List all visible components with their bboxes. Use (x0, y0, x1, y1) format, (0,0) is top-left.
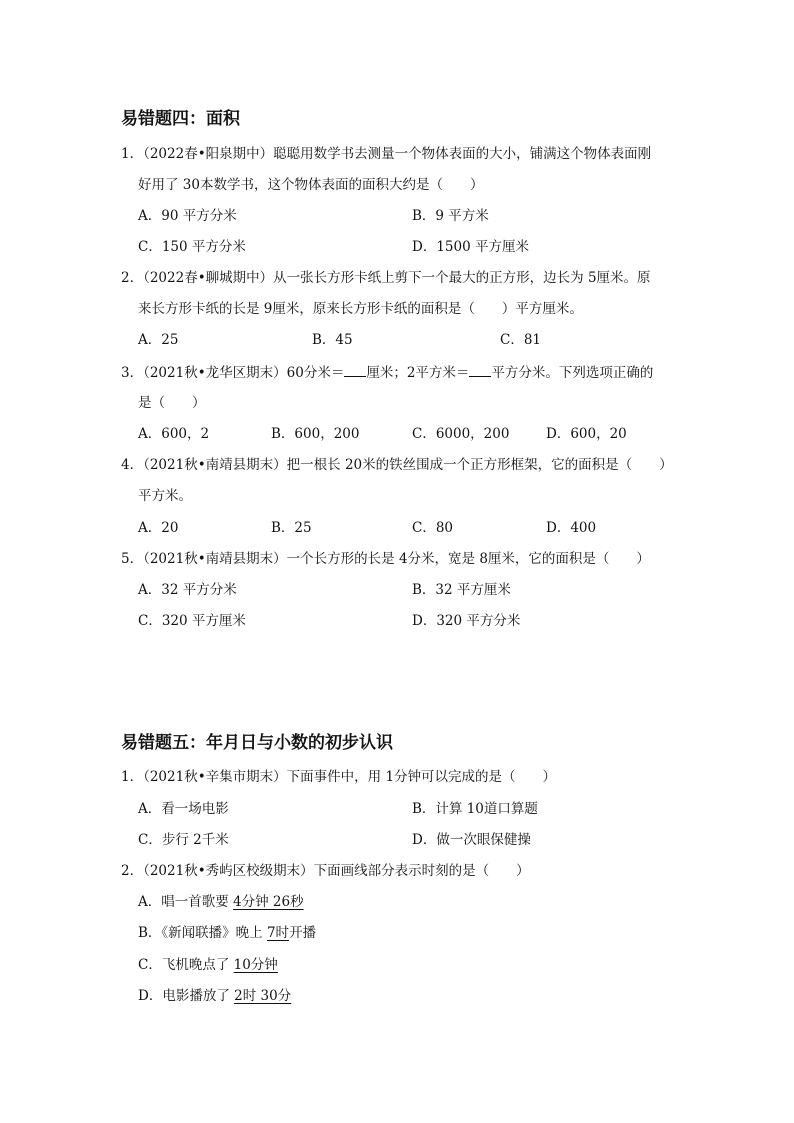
option-text: D．电影播放了 (138, 988, 235, 1004)
question-text: 好用了 30本数学书，这个物体表面的面积大约是（ ） (138, 177, 484, 193)
option-a: A．25 (138, 332, 179, 348)
underlined-text: 2时 30分 (234, 988, 292, 1004)
underlined-text: 4分钟 26秒 (233, 894, 304, 910)
question-text: 4．（2021秋•南靖县期末）把一根长 20米的铁丝围成一个正方形框架，它的面积是（ ） (121, 457, 673, 473)
option-d: D．做一次眼保健操 (412, 832, 531, 848)
answer-blank (469, 363, 491, 377)
question-text: 1．（2022春•阳泉期中）聪聪用数学书去测量一个物体表面的大小，铺满这个物体表面刚 (121, 146, 652, 162)
question-text: 来长方形卡纸的长是 9厘米，原来长方形卡纸的面积是（ ）平方厘米。 (138, 301, 583, 317)
option-b: B．45 (312, 332, 353, 348)
underlined-text: 7时 (266, 925, 290, 941)
question-text: 平方米。 (138, 488, 192, 504)
option-a: A．32 平方分米 (138, 582, 237, 598)
question-text: 2．（2021秋•秀屿区校级期末）下面画线部分表示时刻的是（ ） (121, 863, 530, 879)
option-b (138, 924, 316, 942)
option-text: A．唱一首歌要 (138, 894, 234, 910)
question-text-part: 平方分米。下列选项正确的 (491, 365, 654, 381)
option-c: C．150 平方分米 (138, 239, 246, 255)
option-c: C．步行 2千米 (138, 832, 229, 848)
question-text: 5．（2021秋•南靖县期末）一个长方形的长是 4分米，宽是 8厘米，它的面积是（ ） (121, 551, 650, 567)
underlined-text: 10分钟 (233, 957, 278, 973)
option-c: C．80 (412, 520, 454, 536)
option-b: B．计算 10道口算题 (412, 801, 538, 817)
option-b: B．9 平方米 (412, 208, 489, 224)
option-d (138, 987, 291, 1005)
option-c (138, 956, 278, 974)
option-a: A．20 (138, 520, 179, 536)
option-a: A．90 平方分米 (138, 208, 237, 224)
section-title: 易错题四：面积 (121, 109, 240, 129)
option-b: B．25 (271, 520, 312, 536)
option-text: 开播 (289, 925, 317, 941)
question-text (121, 363, 653, 382)
option-text: C．飞机晚点了 (138, 957, 234, 973)
section-title: 易错题五：年月日与小数的初步认识 (121, 733, 393, 753)
question-text: 1．（2021秋•辛集市期末）下面事件中，用 1分钟可以完成的是（ ） (121, 769, 557, 785)
option-c: C．320 平方厘米 (138, 613, 246, 629)
question-text: 2．（2022春•聊城期中）从一张长方形卡纸上剪下一个最大的正方形，边长为 5厘米。原 (121, 270, 651, 286)
option-d: D．600，20 (546, 426, 627, 442)
question-text: 是（ ） (138, 395, 206, 411)
option-c: C．6000，200 (412, 426, 510, 442)
option-a (138, 893, 304, 911)
question-text-part: 厘米；2平方米＝ (366, 365, 470, 381)
option-d: D．400 (546, 520, 597, 536)
answer-blank (344, 363, 366, 377)
option-b: B．32 平方厘米 (412, 582, 511, 598)
option-c: C．81 (500, 332, 542, 348)
option-d: D．320 平方分米 (412, 613, 521, 629)
option-a: A．看一场电影 (138, 801, 229, 817)
option-a: A．600，2 (138, 426, 210, 442)
question-text-part: 3．（2021秋•龙华区期末）60分米＝ (121, 365, 345, 381)
option-d: D．1500 平方厘米 (412, 239, 529, 255)
option-b: B．600，200 (271, 426, 360, 442)
option-text: B．《新闻联播》晚上 (138, 925, 267, 941)
